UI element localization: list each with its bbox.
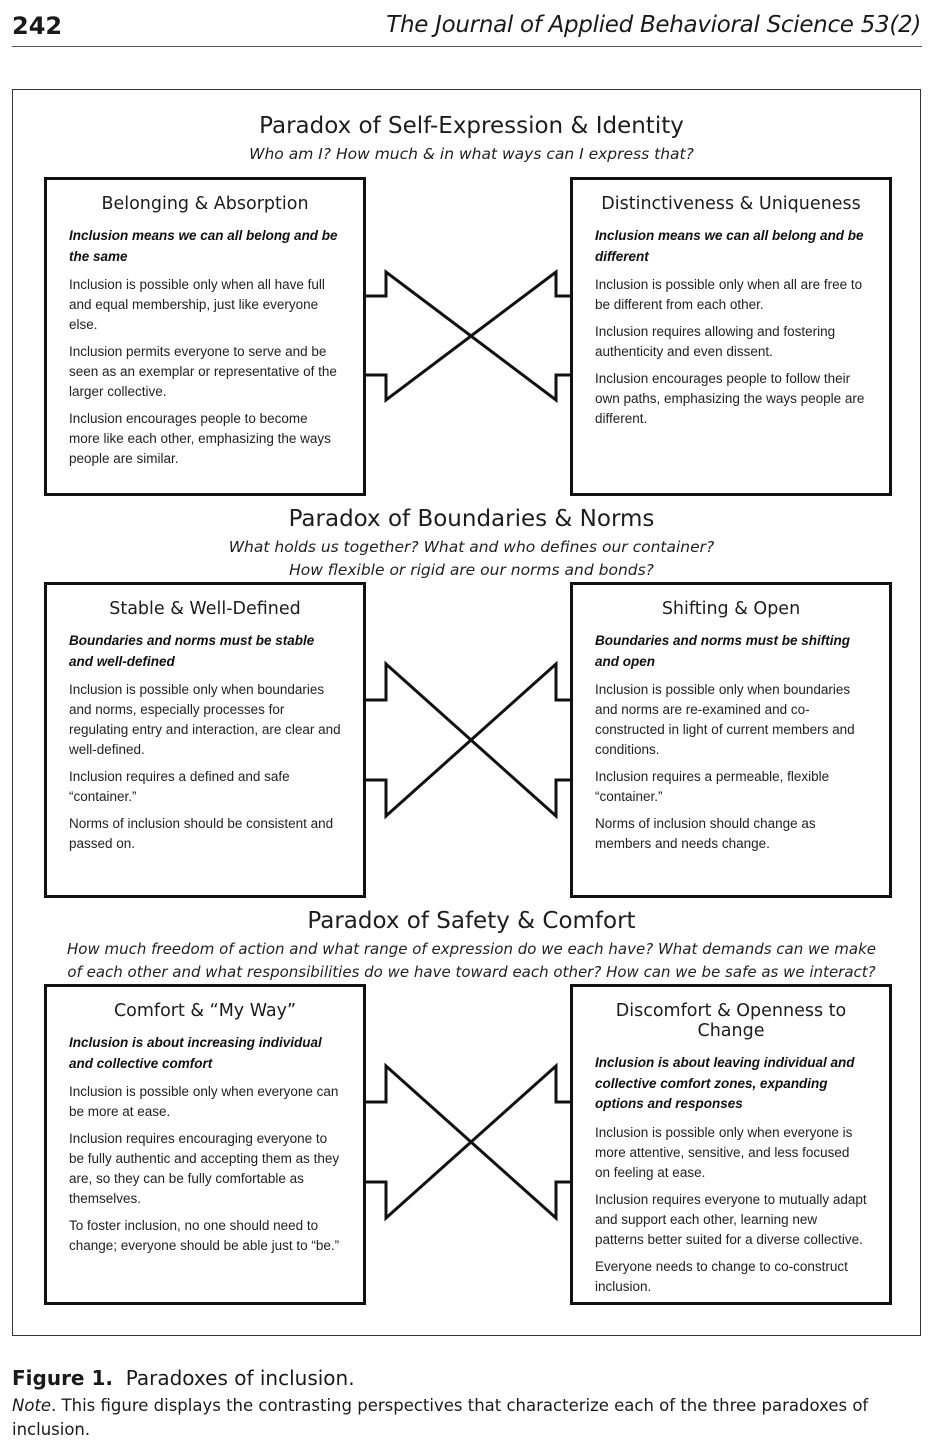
box-item: Everyone needs to change to co-construct inclusion. <box>595 1258 848 1294</box>
figure-caption <box>12 1366 355 1390</box>
connector-2 <box>364 630 572 850</box>
page-number: 242 <box>12 12 63 40</box>
box-discomfort-openness <box>570 984 892 1305</box>
box-title: Shifting & Open <box>661 599 801 619</box>
connector-3 <box>364 1030 572 1255</box>
box-item: To foster inclusion, no one should need to change; everyone should be able just to “be.” <box>69 1218 340 1253</box>
box-title: Stable & Well-Defined <box>109 599 301 619</box>
box-lead: Inclusion means we can all belong and be different <box>595 228 864 264</box>
figure-caption-title: Paradoxes of inclusion. <box>125 1366 355 1390</box>
box-item: Norms of inclusion should be consistent and passed on. <box>69 816 334 851</box>
box-item: Inclusion requires a permeable, flexible “container.” <box>595 769 830 804</box>
box-item: Inclusion is possible only when all are free to be different from each other. <box>595 277 863 312</box>
box-lead: Boundaries and norms must be stable and well-defined <box>69 633 315 669</box>
box-item: Inclusion requires a defined and safe “container.” <box>69 769 290 804</box>
box-item: Inclusion requires everyone to mutually adapt and support each other, learning new patterns better suited for a diverse collective. <box>595 1191 867 1247</box>
box-comfort-my-way <box>44 984 366 1305</box>
figure-note <box>12 1394 912 1442</box>
paradox-3-title: Paradox of Safety & Comfort <box>307 908 636 934</box>
box-belonging-absorption <box>44 177 366 496</box>
box-title: Distinctiveness & Uniqueness <box>601 194 861 214</box>
box-item: Inclusion is possible only when everyone can be more at ease. <box>69 1084 339 1119</box>
figure-note-text: . This figure displays the contrasting perspectives that characterize each of the three paradoxes of inclusion. <box>12 1396 869 1439</box>
paradox-3-question-1: How much freedom of action and what range of expression do we each have? What demands can we make <box>66 940 877 958</box>
box-stable-well-defined <box>44 582 366 898</box>
box-item: Inclusion encourages people to follow their own paths, emphasizing the ways people are different. <box>595 371 865 426</box>
box-item: Inclusion permits everyone to serve and be seen as an exemplar or representative of the larger collective. <box>69 344 337 399</box>
box-lead: Inclusion means we can all belong and be the same <box>69 228 338 264</box>
box-title: Comfort & “My Way” <box>113 1001 297 1021</box>
journal-title: The Journal of Applied Behavioral Science 53(2) <box>386 12 921 38</box>
paradox-1-question: Who am I? How much & in what ways can I express that? <box>249 145 694 163</box>
box-item: Inclusion is possible only when everyone is more attentive, sensitive, and less focused on feeling at ease. <box>595 1124 853 1180</box>
paradox-1-title: Paradox of Self-Expression & Identity <box>259 113 684 139</box>
box-lead: Inclusion is about increasing individual and collective comfort <box>69 1035 322 1071</box>
box-item: Norms of inclusion should change as members and needs change. <box>595 816 816 851</box>
box-item: Inclusion is possible only when boundaries and norms are re-examined and co-constructed in light of current members and conditions. <box>595 682 855 757</box>
box-lead: Inclusion is about leaving individual and collective comfort zones, expanding options and responses <box>595 1055 855 1111</box>
figure-label: Figure 1. <box>12 1366 113 1390</box>
box-distinctiveness-uniqueness <box>570 177 892 496</box>
paradox-2-question-1: What holds us together? What and who defines our container? <box>228 538 715 556</box>
box-shifting-open <box>570 582 892 898</box>
paradox-2-title: Paradox of Boundaries & Norms <box>288 506 655 532</box>
box-item: Inclusion is possible only when all have full and equal membership, just like everyone else. <box>69 277 325 332</box>
connector-1 <box>364 232 572 440</box>
box-title: Discomfort & Openness to Change <box>615 1001 847 1041</box>
box-item: Inclusion is possible only when boundaries and norms, especially processes for regulating entry and interaction, are clear and well-defined. <box>69 682 341 757</box>
box-item: Inclusion requires encouraging everyone to be fully authentic and accepting them as they are, so they can be fully comfortable as themselves. <box>69 1131 340 1206</box>
box-item: Inclusion encourages people to become more like each other, emphasizing the ways people are similar. <box>69 411 331 466</box>
paradox-3-question-2: of each other and what responsibilities do we have toward each other? How can we be safe as we interact? <box>67 963 876 981</box>
box-item: Inclusion requires allowing and fostering authenticity and even dissent. <box>595 324 836 359</box>
box-lead: Boundaries and norms must be shifting and open <box>595 633 851 669</box>
box-title: Belonging & Absorption <box>101 194 309 214</box>
figure-note-label: Note <box>12 1396 52 1415</box>
paradox-2-question-2: How flexible or rigid are our norms and bonds? <box>289 561 654 579</box>
